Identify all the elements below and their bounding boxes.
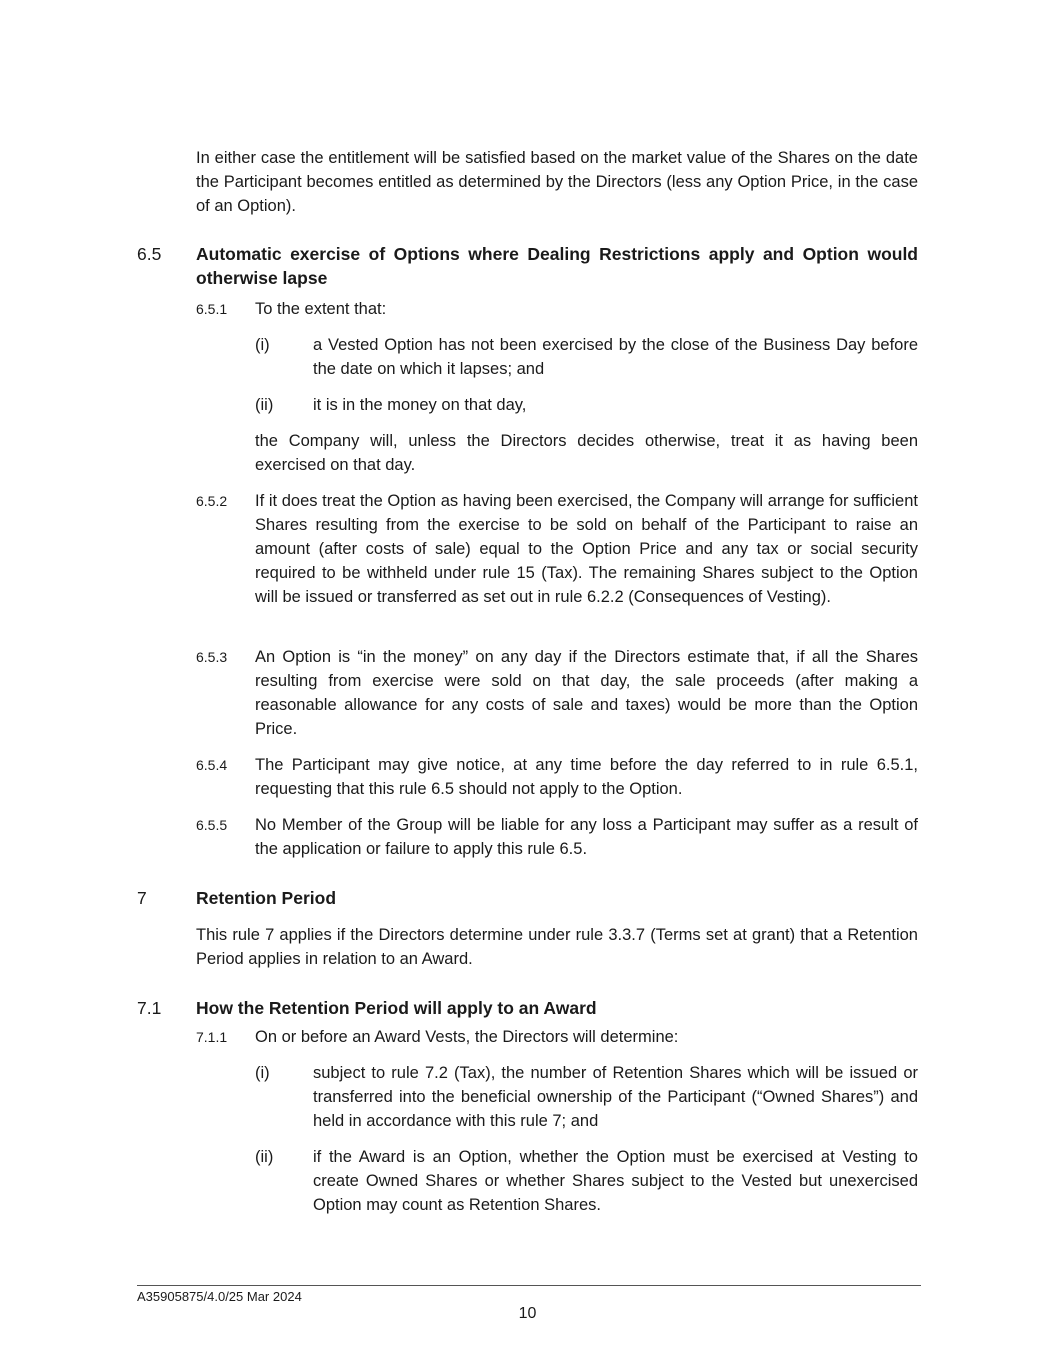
clause-6-5-5-number: 6.5.5 [196,817,228,833]
section-7-1-number: 7.1 [137,998,162,1018]
section-6-5-number: 6.5 [137,244,162,264]
clause-6-5-4-text: The Participant may give notice, at any time before the day referred to in rule 6.5.1, requesting that this rule 6.5 should not apply to the Option. [255,756,918,798]
clause-6-5-3-number: 6.5.3 [196,649,228,665]
item-6-5-1-i-text: a Vested Option has not been exercised by the close of the Business Day before the date on which it lapses; and [313,336,918,378]
clause-6-5-4-number: 6.5.4 [196,757,228,773]
section-6-5-heading: Automatic exercise of Options where Dealing Restrictions apply and Option would otherwise lapse [196,244,918,288]
item-7-1-1-ii-label: (ii) [255,1148,274,1166]
section-7-heading: Retention Period [196,888,337,908]
section-7-1-heading: How the Retention Period will apply to an Award [196,998,597,1018]
item-6-5-1-i-label: (i) [255,336,270,354]
item-7-1-1-i-text: subject to rule 7.2 (Tax), the number of Retention Shares which will be issued or transferred into the beneficial ownership of the Participant (“Owned Shares”) and held in accordance with this rule 7; and [313,1064,918,1130]
footer-divider [137,1285,921,1286]
clause-7-1-1-text: On or before an Award Vests, the Directors will determine: [255,1028,679,1046]
item-7-1-1-i-label: (i) [255,1064,270,1082]
item-6-5-1-ii-label: (ii) [255,396,274,414]
page-number: 10 [518,1305,537,1322]
clause-6-5-1-number: 6.5.1 [196,301,228,317]
intro-paragraph: In either case the entitlement will be satisfied based on the market value of the Shares on the date the Participant becomes entitled as determined by the Directors (less any Option Price, in the case of an Option). [196,149,918,215]
clause-6-5-3-text: An Option is “in the money” on any day if the Directors estimate that, if all the Shares resulting from exercise were sold on that day, the sale proceeds (after making a reasonable allowance for any costs of sale and taxes) would be more than the Option Price. [255,648,918,738]
clause-6-5-5-text: No Member of the Group will be liable for any loss a Participant may suffer as a result of the application or failure to apply this rule 6.5. [255,816,918,858]
item-6-5-1-ii-text: it is in the money on that day, [313,396,527,414]
section-7-number: 7 [137,888,147,908]
section-7-text: This rule 7 applies if the Directors determine under rule 3.3.7 (Terms set at grant) that a Retention Period applies in relation to an Award. [196,926,918,968]
clause-6-5-1-tail: the Company will, unless the Directors decides otherwise, treat it as having been exercised on that day. [255,432,918,474]
clause-6-5-1-text: To the extent that: [255,300,387,318]
clause-6-5-2-text: If it does treat the Option as having been exercised, the Company will arrange for sufficient Shares resulting from the exercise to be sold on behalf of the Participant to raise an amount (after costs of sale) equal to the Option Price and any tax or social security required to be withheld under rule 15 (Tax). The remaining Shares subject to the Option will be issued or transferred as set out in rule 6.2.2 (Consequences of Vesting). [255,492,918,606]
item-7-1-1-ii-text: if the Award is an Option, whether the Option must be exercised at Vesting to create Owned Shares or whether Shares subject to the Vested but unexercised Option may count as Retention Shares. [313,1148,918,1214]
clause-7-1-1-number: 7.1.1 [196,1029,228,1045]
clause-6-5-2-number: 6.5.2 [196,493,228,509]
footer-document-reference: A35905875/4.0/25 Mar 2024 [137,1289,302,1304]
